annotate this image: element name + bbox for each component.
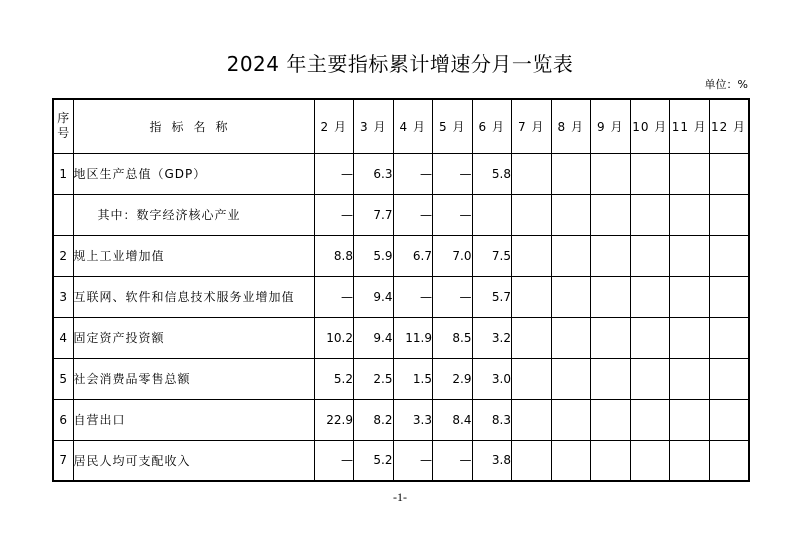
row-month-value	[630, 235, 670, 276]
header-month: 11 月	[670, 99, 710, 153]
row-month-value: 5.9	[354, 235, 394, 276]
table-body	[53, 153, 749, 481]
row-month-value: 22.9	[314, 399, 354, 440]
row-month-value	[709, 276, 749, 317]
row-month-value	[512, 153, 552, 194]
row-month-value	[512, 440, 552, 481]
row-month-value: 9.4	[354, 276, 394, 317]
row-month-value: —	[433, 153, 473, 194]
row-month-value	[591, 317, 631, 358]
table-row	[53, 399, 749, 440]
row-month-value	[551, 440, 591, 481]
row-month-value	[630, 153, 670, 194]
header-name: 指标名称	[73, 99, 314, 153]
row-month-value: 8.4	[433, 399, 473, 440]
row-month-value	[551, 276, 591, 317]
row-month-value	[630, 276, 670, 317]
row-seq: 3	[53, 276, 73, 317]
row-month-value: 8.5	[433, 317, 473, 358]
row-month-value	[709, 194, 749, 235]
row-month-value: —	[433, 440, 473, 481]
row-month-value	[512, 194, 552, 235]
row-indicator-name: 自营出口	[73, 399, 314, 440]
row-month-value: 11.9	[393, 317, 433, 358]
header-month: 6 月	[472, 99, 512, 153]
row-month-value	[630, 358, 670, 399]
row-month-value	[670, 235, 710, 276]
unit-label: 单位：%	[704, 78, 748, 91]
row-month-value	[630, 194, 670, 235]
row-month-value: —	[393, 440, 433, 481]
row-indicator-name: 居民人均可支配收入	[73, 440, 314, 481]
row-month-value	[512, 317, 552, 358]
header-seq-label: 序号	[57, 111, 70, 141]
row-month-value: —	[393, 194, 433, 235]
row-month-value: —	[314, 276, 354, 317]
row-seq: 2	[53, 235, 73, 276]
row-month-value	[551, 235, 591, 276]
row-month-value	[670, 399, 710, 440]
row-month-value	[630, 440, 670, 481]
row-month-value	[591, 276, 631, 317]
row-month-value	[591, 153, 631, 194]
row-month-value: —	[314, 194, 354, 235]
row-month-value: 9.4	[354, 317, 394, 358]
row-month-value	[551, 153, 591, 194]
table-row	[53, 235, 749, 276]
row-month-value: 1.5	[393, 358, 433, 399]
row-month-value	[670, 358, 710, 399]
row-month-value: 5.7	[472, 276, 512, 317]
table-row	[53, 317, 749, 358]
header-month: 4 月	[393, 99, 433, 153]
row-month-value: —	[314, 153, 354, 194]
row-month-value: 3.3	[393, 399, 433, 440]
row-month-value	[670, 317, 710, 358]
row-month-value: 2.5	[354, 358, 394, 399]
header-month: 9 月	[591, 99, 631, 153]
row-month-value	[709, 153, 749, 194]
row-month-value	[591, 399, 631, 440]
row-month-value: —	[433, 276, 473, 317]
row-seq: 6	[53, 399, 73, 440]
row-month-value: —	[433, 194, 473, 235]
row-month-value	[670, 440, 710, 481]
row-month-value	[630, 399, 670, 440]
header-month: 12 月	[709, 99, 749, 153]
row-seq: 7	[53, 440, 73, 481]
row-month-value: 6.7	[393, 235, 433, 276]
row-indicator-name: 互联网、软件和信息技术服务业增加值	[73, 276, 314, 317]
row-month-value	[512, 358, 552, 399]
table-row	[53, 276, 749, 317]
row-month-value: 8.8	[314, 235, 354, 276]
row-month-value: —	[393, 276, 433, 317]
row-month-value: 5.2	[354, 440, 394, 481]
table-row	[53, 440, 749, 481]
row-month-value	[512, 235, 552, 276]
row-month-value	[591, 235, 631, 276]
row-seq	[53, 194, 73, 235]
row-month-value: 6.3	[354, 153, 394, 194]
row-seq: 1	[53, 153, 73, 194]
page-title: 2024 年主要指标累计增速分月一览表	[226, 52, 574, 76]
row-indicator-name: 规上工业增加值	[73, 235, 314, 276]
row-month-value	[551, 317, 591, 358]
table-row	[53, 358, 749, 399]
row-month-value	[551, 194, 591, 235]
row-month-value: 3.8	[472, 440, 512, 481]
row-month-value: 7.5	[472, 235, 512, 276]
row-month-value: 5.2	[314, 358, 354, 399]
row-seq: 5	[53, 358, 73, 399]
row-month-value: 3.2	[472, 317, 512, 358]
table-row	[53, 194, 749, 235]
row-indicator-name: 固定资产投资额	[73, 317, 314, 358]
row-indicator-name: 其中：数字经济核心产业	[73, 194, 314, 235]
row-month-value	[551, 358, 591, 399]
row-month-value: 2.9	[433, 358, 473, 399]
row-month-value: 8.3	[472, 399, 512, 440]
header-month: 5 月	[433, 99, 473, 153]
row-month-value	[709, 358, 749, 399]
row-month-value	[551, 399, 591, 440]
row-indicator-name: 地区生产总值（GDP）	[73, 153, 314, 194]
row-month-value: 3.0	[472, 358, 512, 399]
header-seq	[53, 99, 73, 153]
row-month-value	[591, 440, 631, 481]
header-month: 10 月	[630, 99, 670, 153]
row-month-value	[512, 399, 552, 440]
indicator-table	[52, 98, 750, 482]
page-number: -1-	[393, 490, 407, 504]
row-seq: 4	[53, 317, 73, 358]
row-month-value: 5.8	[472, 153, 512, 194]
row-month-value	[670, 194, 710, 235]
row-month-value	[670, 276, 710, 317]
row-month-value	[591, 194, 631, 235]
row-month-value: 7.7	[354, 194, 394, 235]
header-month: 8 月	[551, 99, 591, 153]
table-row	[53, 153, 749, 194]
row-month-value: 10.2	[314, 317, 354, 358]
row-month-value	[670, 153, 710, 194]
row-month-value	[709, 399, 749, 440]
header-month: 7 月	[512, 99, 552, 153]
row-month-value	[709, 317, 749, 358]
header-month: 2 月	[314, 99, 354, 153]
row-month-value: 8.2	[354, 399, 394, 440]
row-month-value	[709, 440, 749, 481]
row-month-value	[472, 194, 512, 235]
row-month-value: 7.0	[433, 235, 473, 276]
row-indicator-name: 社会消费品零售总额	[73, 358, 314, 399]
row-month-value: —	[393, 153, 433, 194]
row-month-value	[709, 235, 749, 276]
row-month-value	[591, 358, 631, 399]
row-month-value: —	[314, 440, 354, 481]
row-month-value	[630, 317, 670, 358]
row-month-value	[512, 276, 552, 317]
header-row	[53, 99, 749, 153]
header-month: 3 月	[354, 99, 394, 153]
